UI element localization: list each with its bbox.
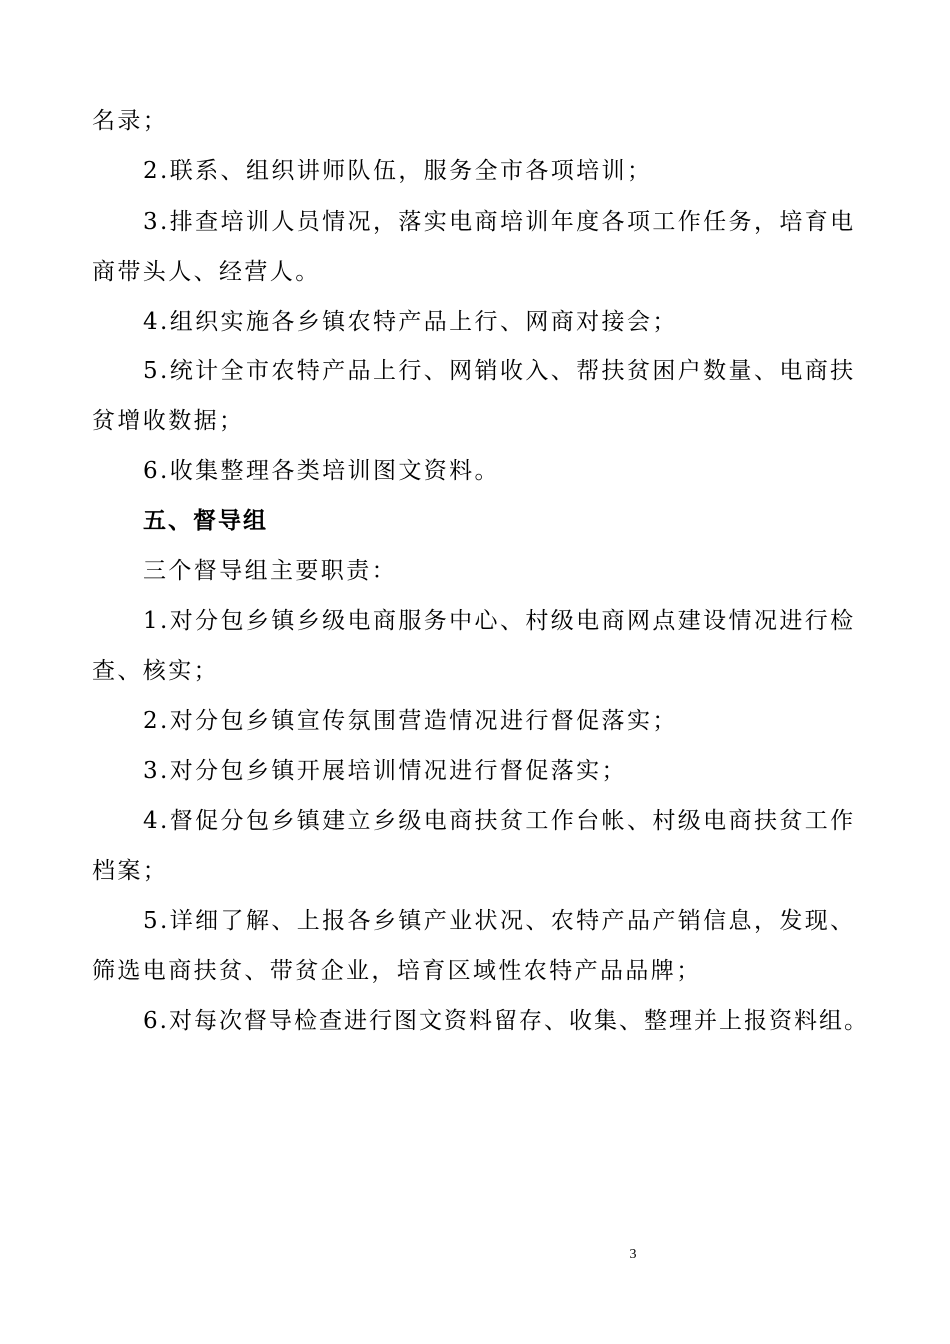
text-line: 三个督导组主要职责： [143,558,397,584]
text-line: 名录； [92,108,169,134]
page-number: 3 [629,1247,637,1262]
text-line: 6.对每次督导检查进行图文资料留存、收集、整理并上报资料组。 [143,1008,869,1034]
text-line: 6.收集整理各类培训图文资料。 [143,458,500,484]
text-line: 4.督促分包乡镇建立乡级电商扶贫工作台帐、村级电商扶贫工作 [143,808,856,834]
text-line: 3.排查培训人员情况，落实电商培训年度各项工作任务，培育电 [143,209,856,235]
text-line: 筛选电商扶贫、带贫企业，培育区域性农特产品品牌； [92,958,702,984]
text-line: 贫增收数据； [92,408,245,434]
text-line: 2.对分包乡镇宣传氛围营造情况进行督促落实； [143,708,678,734]
text-line: 5.详细了解、上报各乡镇产业状况、农特产品产销信息，发现、 [143,908,856,934]
text-line: 5.统计全市农特产品上行、网销收入、帮扶贫困户数量、电商扶 [143,358,856,384]
text-line: 4.组织实施各乡镇农特产品上行、网商对接会； [143,309,678,335]
text-line: 2.联系、组织讲师队伍，服务全市各项培训； [143,158,653,184]
text-line: 档案； [92,858,169,884]
text-line: 3.对分包乡镇开展培训情况进行督促落实； [143,758,627,784]
text-line: 1.对分包乡镇乡级电商服务中心、村级电商网点建设情况进行检 [143,608,856,634]
text-line: 查、核实； [92,658,219,684]
section-heading: 五、督导组 [143,508,268,534]
text-line: 商带头人、经营人。 [92,259,321,285]
